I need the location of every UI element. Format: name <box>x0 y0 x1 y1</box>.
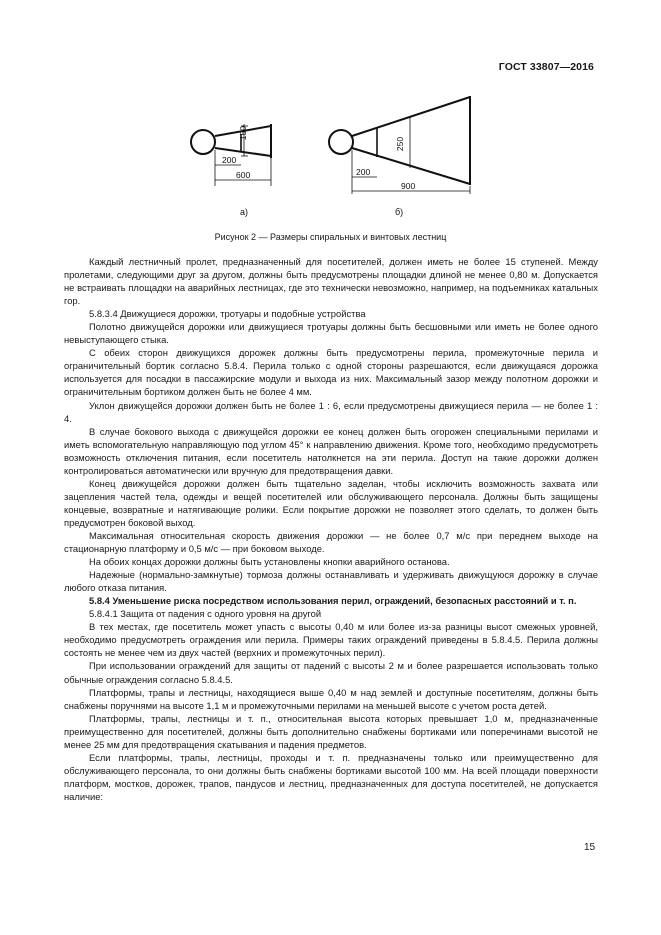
paragraph: Надежные (нормально-замкнутые) тормоза должны останавливать и удерживать движущуюся дорожку в случае любого отказа питания. <box>64 569 598 594</box>
diagram-a-center-column <box>191 130 215 154</box>
paragraph: В случае бокового выхода с движущейся дорожки ее конец должен быть огорожен специальными перилами и иметь вспомогательную направляющую под углом 45° к направлению движения. Кроме того, необходимо предусмотреть возможность отключения питания, если посетитель натолкнется на эти перила. Доступ на такие дорожки должен контролироваться автоматически или вручную для предотвращения давки. <box>64 425 598 476</box>
paragraph: Максимальная относительная скорость движения дорожки — не более 0,7 м/с при переднем выходе на стационарную платформу и 0,5 м/с — при боковом выходе. <box>64 529 598 555</box>
diagram-a-label: а) <box>240 207 249 217</box>
paragraph: На обоих концах дорожки должны быть установлены кнопки аварийного останова. <box>89 556 450 568</box>
paragraph: С обеих сторон движущихся дорожек должны быть предусмотрены перила, промежуточные перила и ограничительный бортик согласно 5.8.4. Перила только с одной стороны разрешаются, если движущаяся дорожка используется для посадки в пассажирские модули и выхода из них. Максимальный зазор между полотном дорожки и ограничительным бортиком должен быть не более 4 мм. <box>64 347 598 398</box>
paragraph: Платформы, трапы и лестницы, находящиеся выше 0,40 м над землей и доступные посетителям, должны быть снабжены поручнями на высоте 1,1 м и промежуточными перилами на меньшей высоте с учетом роста детей. <box>64 686 598 711</box>
section-heading: 5.8.3.4 Движущиеся дорожки, тротуары и подобные устройства <box>89 308 366 320</box>
figure-drawing <box>0 88 661 218</box>
document-id: ГОСТ 33807—2016 <box>498 61 594 73</box>
section-heading: 5.8.4.1 Защита от падения с одного уровня на другой <box>89 608 322 620</box>
paragraph: Конец движущейся дорожки должен быть тщательно заделан, чтобы исключить возможность захвата или зацепления частей тела, одежды и вещей посетителей или обслуживающего персонала. Должны быть защищены концевые, возвратные и натягивающие ролики. Если покрытие дорожки не позволяет этого сделать, то должен быть предусмотрен боковой выход. <box>64 477 598 528</box>
diagram-b-step-top-edge <box>352 97 470 136</box>
paragraph: При использовании ограждений для защиты от падений с высоты 2 м и более разрешается использовать только обычные ограждения согласно 5.8.4.5. <box>64 660 598 685</box>
paragraph: Платформы, трапы, лестницы и т. п., относительная высота которых превышает 1,0 м, предназначенные преимущественно для посетителей, должны быть дополнительно снабжены бортиками или поперечинами высотой не менее 25 мм для предотвращения скатывания и падения предметов. <box>64 712 598 750</box>
paragraph: Если платформы, трапы, лестницы, проходы и т. п. предназначены только или преимущественно для обслуживающего персонала, то они должны быть снабжены бортиками высотой 100 мм. На всей площади поверхности платформ, мостков, дорожек, трапов, пандусов и лестниц, предназначенных для доступа посетителей, не допускается наличие: <box>64 751 598 802</box>
paragraph: Уклон движущейся дорожки должен быть не более 1 : 6, если предусмотрены движущиеся перила — не более 1 : 4. <box>64 399 598 424</box>
diagram-a-height-label: 150 <box>238 126 248 141</box>
diagram-b-inner-label: 200 <box>356 167 371 177</box>
diagram-b-center-column <box>329 130 353 154</box>
section-heading-bold: 5.8.4 Уменьшение риска посредством использования перил, ограждений, безопасных расстояний и т. п. <box>89 595 577 607</box>
figure-stair-dimensions <box>0 88 661 218</box>
paragraph: Каждый лестничный пролет, предназначенный для посетителей, должен иметь не более 15 ступеней. Между пролетами, следующими друг за другом, должны быть предусмотрены площадки длиной не менее 0,80 м. Допускается не встраивать площадки на аварийных лестницах, где это технически невозможно, например, на подъемниках катальных гор. <box>64 256 598 307</box>
figure-caption: Рисунок 2 — Размеры спиральных и винтовых лестниц <box>214 232 447 242</box>
diagram-b-step-bottom-edge <box>352 148 470 184</box>
paragraph: Полотно движущейся дорожки или движущиеся тротуары должны быть бесшовными или иметь не более одного невыступающего стыка. <box>64 321 598 346</box>
paragraph: В тех местах, где посетитель может упасть с высоты 0,40 м или более из-за разницы высот смежных уровней, необходимо предусмотреть ограждения или перила. Примеры таких ограждений приведены в 5.8.4.5. Перила должны состоять не менее чем из двух частей (верхних и промежуточных перил). <box>64 621 598 659</box>
diagram-b-height-label: 250 <box>395 136 405 152</box>
diagram-a-inner-label: 200 <box>222 155 237 165</box>
diagram-b-label: б) <box>395 207 404 217</box>
page-number: 15 <box>584 842 596 853</box>
diagram-b-total-label: 900 <box>401 181 416 191</box>
body-text <box>64 255 598 803</box>
diagram-a-total-label: 600 <box>236 170 251 180</box>
